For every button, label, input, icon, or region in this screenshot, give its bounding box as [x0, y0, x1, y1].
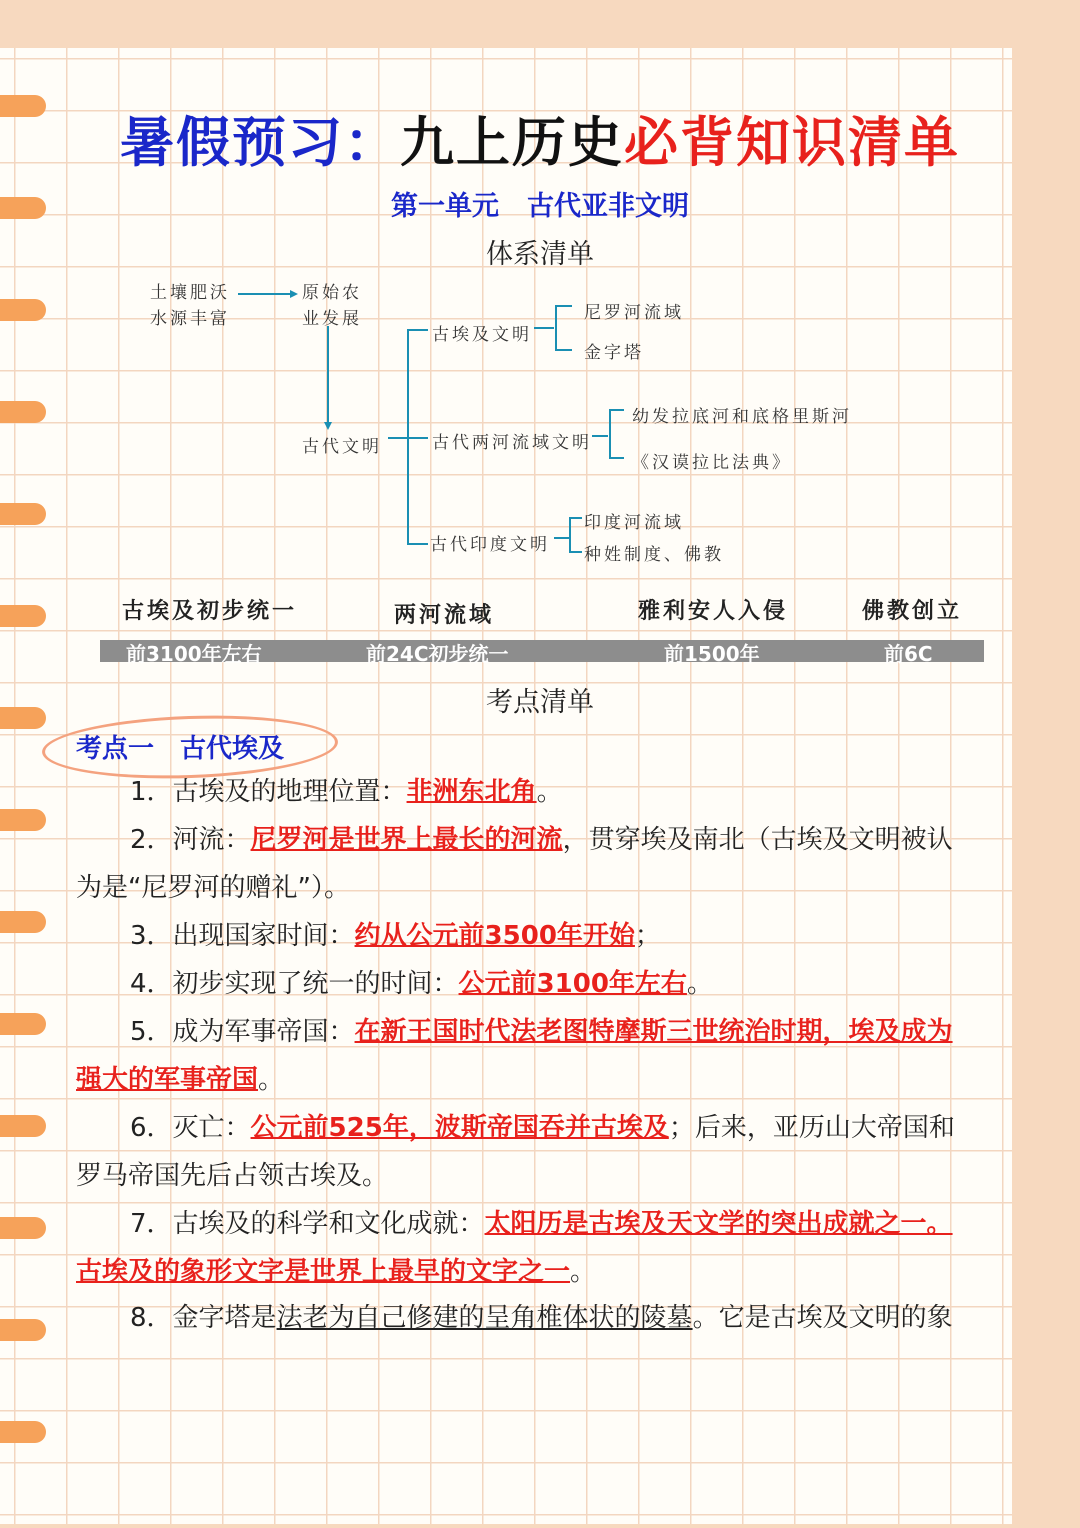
item-highlight: 尼罗河是世界上最长的河流 — [250, 825, 563, 855]
binder-tab — [0, 1217, 46, 1239]
timeline-label: 佛教创立 — [862, 598, 963, 624]
list-item — [130, 1110, 955, 1146]
timeline-date: 前1500年 — [664, 642, 760, 666]
kaodian-name: 古代埃及 — [180, 734, 285, 764]
item-text: 。 — [536, 777, 563, 807]
node-egypt: 古埃及文明 — [432, 325, 532, 345]
list-item — [130, 1206, 953, 1242]
item-highlight: 公元前3100年左右 — [458, 969, 687, 999]
item-highlight: 强大的军事帝国 — [76, 1065, 259, 1095]
timeline-date: 前6C — [884, 642, 933, 666]
item-text: 3．出现国家时间： — [130, 921, 355, 951]
item-text: 5．成为军事帝国： — [130, 1017, 355, 1047]
item-highlight: 公元前525年，波斯帝国吞并古埃及 — [250, 1113, 669, 1143]
node-indus: 印度河流域 — [584, 513, 684, 533]
node-water: 水源丰富 — [150, 309, 230, 329]
node-caste: 种姓制度、佛教 — [584, 545, 724, 565]
title-part-1: 暑假预习： — [120, 110, 400, 174]
unit-label: 第一单元 — [391, 191, 499, 222]
bracket-line — [556, 306, 572, 350]
item-highlight: 在新王国时代法老图特摩斯三世统治时期，埃及成为 — [354, 1017, 953, 1047]
item-text: 7．古埃及的科学和文化成就： — [130, 1209, 485, 1239]
binder-tab — [0, 1115, 46, 1137]
section-heading-points: 考点清单 — [486, 687, 594, 718]
node-pyramid: 金字塔 — [584, 343, 644, 363]
arrow-head — [290, 290, 298, 298]
node-mesopotamia: 古代两河流域文明 — [432, 433, 592, 453]
item-highlight: 古埃及的象形文字是世界上最早的文字之一 — [76, 1257, 571, 1287]
kaodian-heading — [76, 728, 310, 765]
node-agri-2: 业发展 — [302, 309, 362, 329]
item-text: 。 — [686, 969, 713, 999]
item-highlight: 约从公元前3500年开始 — [354, 921, 635, 951]
timeline-label: 雅利安人入侵 — [638, 598, 789, 624]
binder-tab — [0, 605, 46, 627]
binder-tab — [0, 911, 46, 933]
title-part-3: 必背知识清单 — [624, 110, 960, 174]
node-soil: 土壤肥沃 — [150, 283, 230, 303]
timeline-date: 前24C初步统一 — [366, 642, 509, 666]
binder-tab — [0, 1421, 46, 1443]
binder-tab — [0, 809, 46, 831]
node-india: 古代印度文明 — [430, 535, 550, 555]
item-highlight: 太阳历是古埃及天文学的突出成就之一。 — [484, 1209, 953, 1239]
binder-tab — [0, 1013, 46, 1035]
unit-name: 古代亚非文明 — [527, 191, 689, 222]
item-underline: 法老为自己修建的呈角椎体状的陵墓 — [276, 1303, 693, 1333]
item-text: 2．河流： — [130, 825, 251, 855]
timeline-date: 前3100年左右 — [126, 642, 262, 666]
bracket-line — [570, 518, 582, 552]
node-nile: 尼罗河流域 — [584, 303, 684, 323]
arrow-head — [324, 422, 332, 430]
list-item-cont: 为是“尼罗河的赠礼”）。 — [76, 873, 350, 903]
item-text: 。它是古埃及文明的象 — [692, 1303, 953, 1333]
node-ancient-civ: 古代文明 — [302, 437, 382, 457]
timeline-label: 古埃及初步统一 — [122, 598, 298, 624]
title-part-2: 九上历史 — [400, 110, 624, 174]
bracket-line — [610, 410, 624, 458]
item-text: 8．金字塔是 — [130, 1303, 277, 1333]
item-text: 。 — [258, 1065, 285, 1095]
timeline-label: 两河流域 — [394, 602, 495, 628]
item-text: 4．初步实现了统一的时间： — [130, 969, 459, 999]
list-item — [130, 1014, 953, 1050]
item-highlight: 非洲东北角 — [406, 777, 537, 807]
node-hammurabi: 《汉谟拉比法典》 — [632, 453, 792, 473]
item-text: 1．古埃及的地理位置： — [130, 777, 407, 807]
item-text: ；后来，亚历山大帝国和 — [668, 1113, 955, 1143]
list-item — [130, 918, 661, 954]
item-text: ，贯穿埃及南北（古埃及文明被认 — [562, 825, 953, 855]
node-agri-1: 原始农 — [302, 283, 362, 303]
node-rivers: 幼发拉底河和底格里斯河 — [632, 407, 852, 427]
item-text: 6．灭亡： — [130, 1113, 251, 1143]
item-text: 。 — [570, 1257, 597, 1287]
list-item — [130, 774, 563, 810]
list-item-cont: 罗马帝国先后占领古埃及。 — [76, 1161, 389, 1191]
list-item-cont — [76, 1254, 596, 1290]
binder-tab — [0, 1319, 46, 1341]
list-item — [130, 966, 713, 1002]
item-text: ； — [634, 921, 661, 951]
kaodian-label: 考点一 — [76, 734, 155, 764]
list-item — [130, 822, 953, 858]
list-item-cont — [76, 1062, 284, 1098]
section-heading-system: 体系清单 — [486, 239, 594, 270]
list-item — [130, 1300, 953, 1336]
